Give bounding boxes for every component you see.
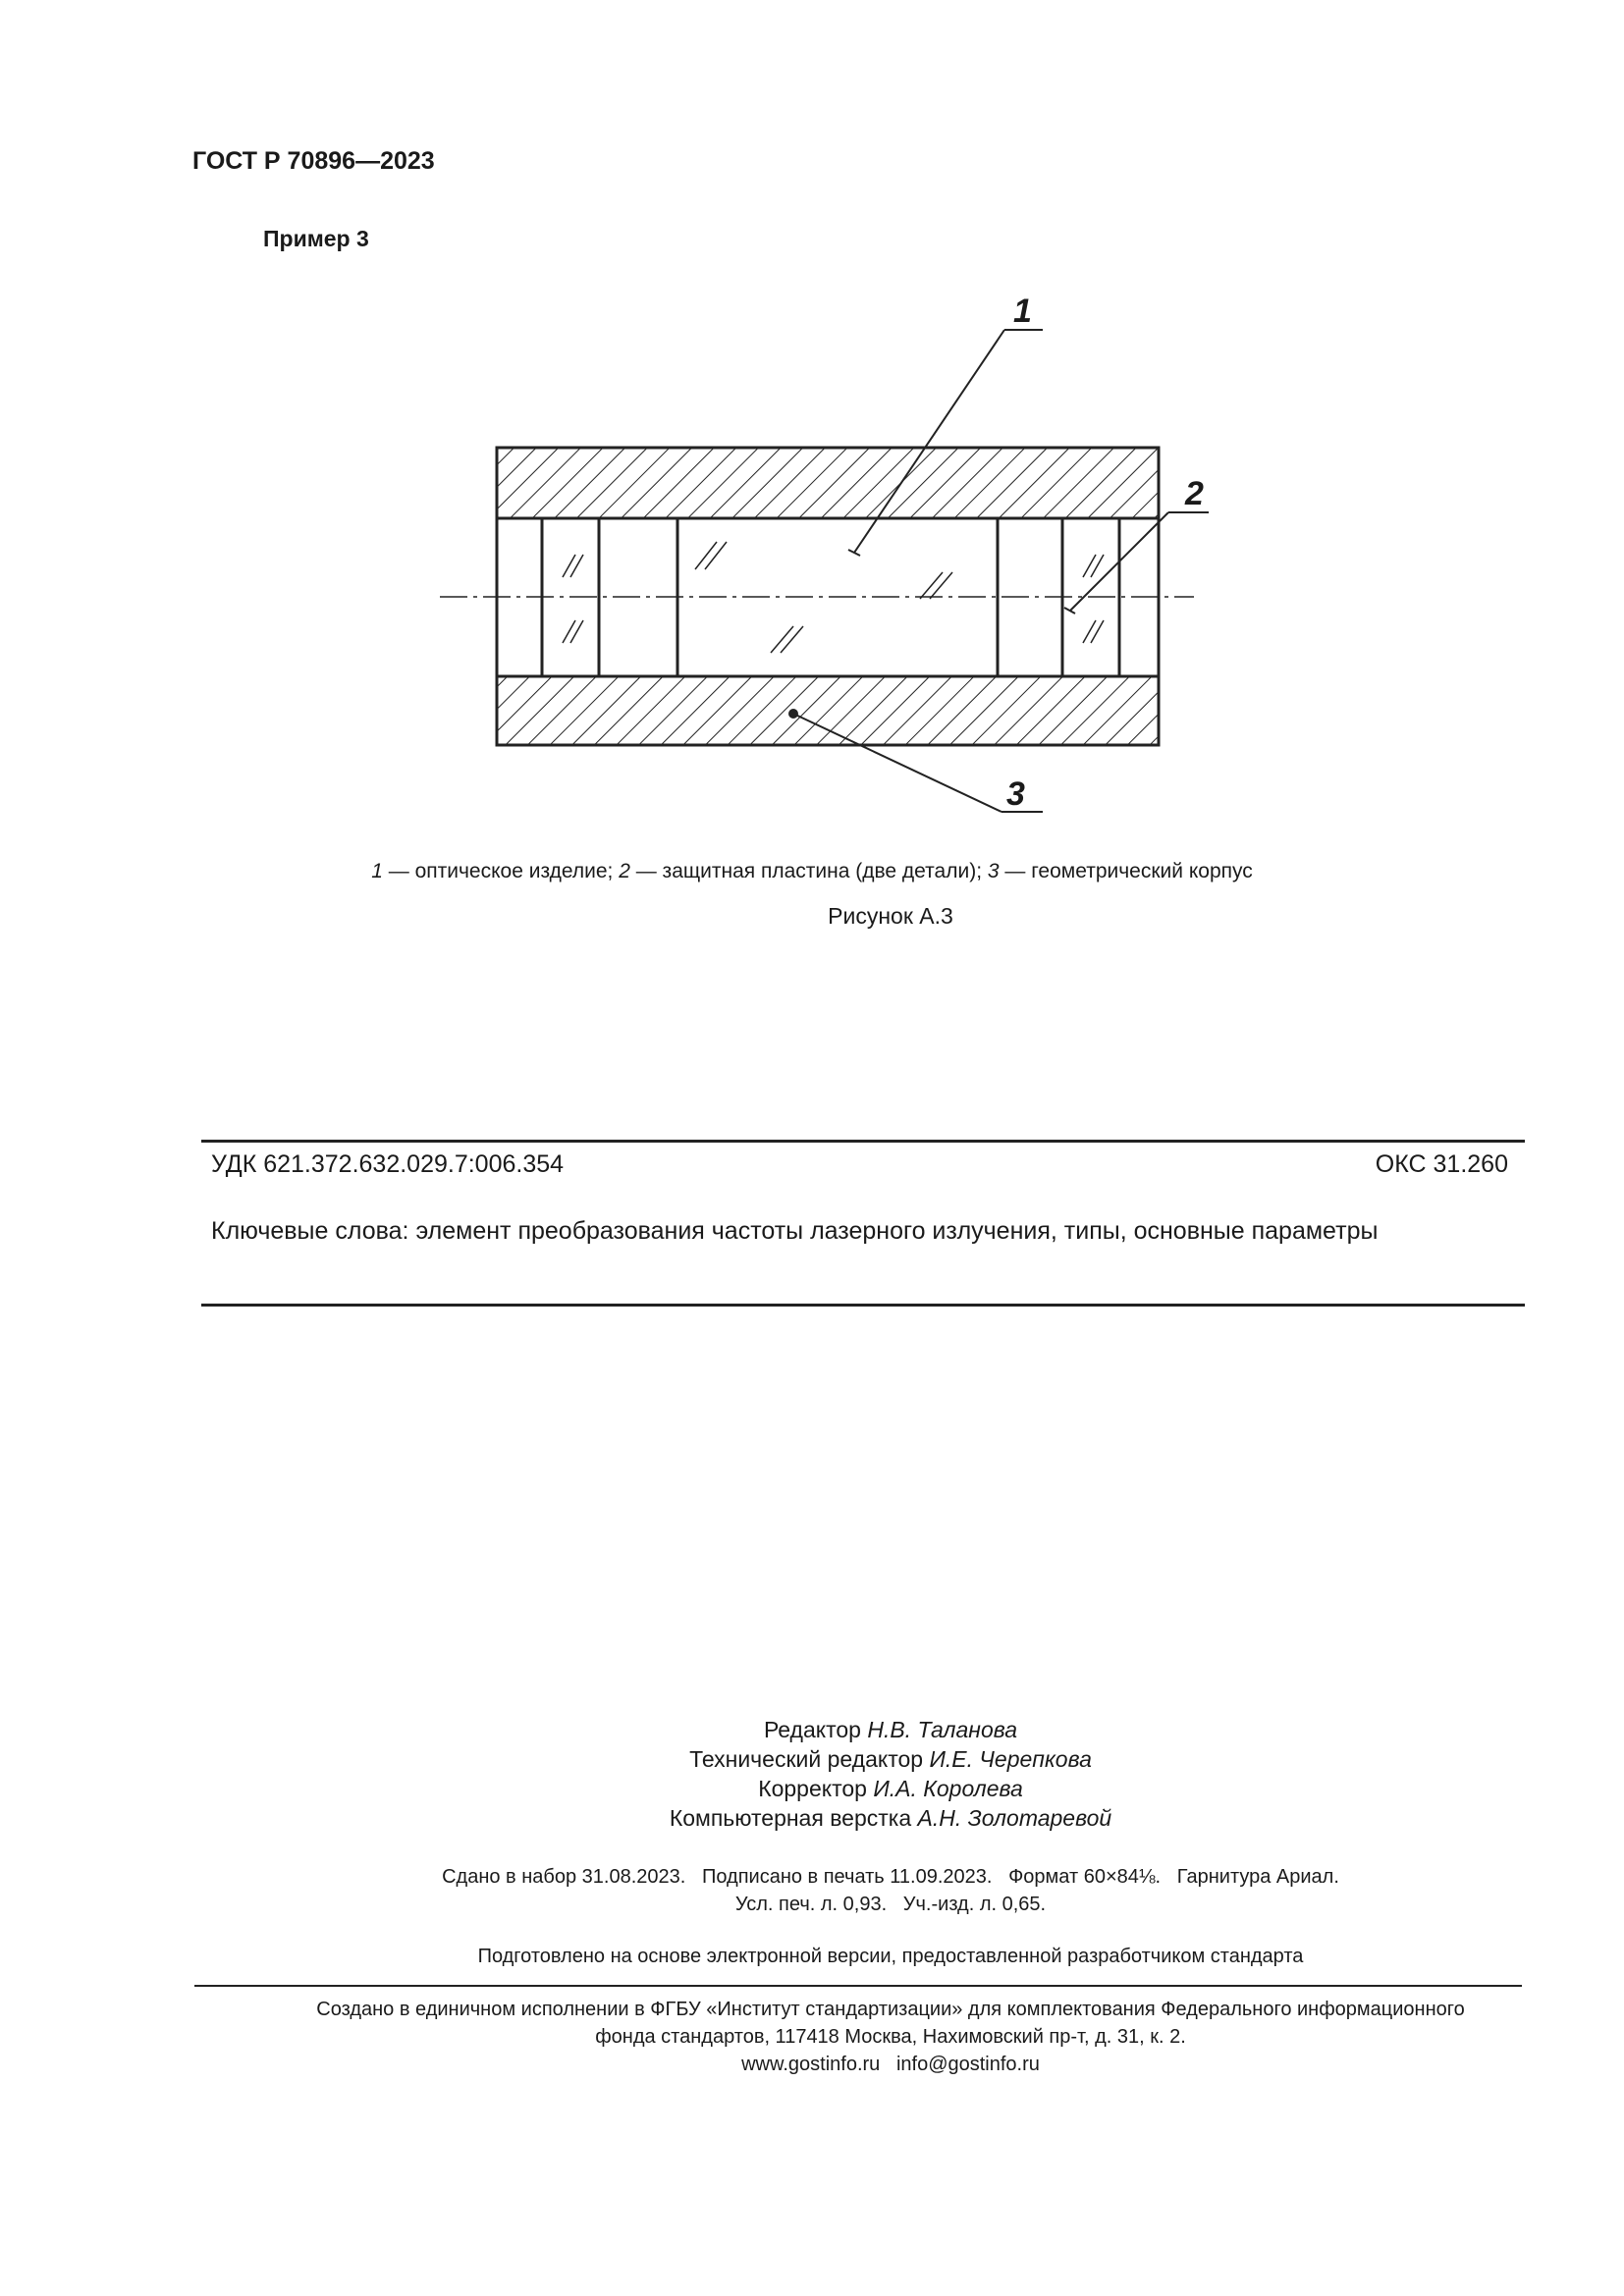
- legend-text-2: — защитная пластина (две детали);: [629, 860, 988, 882]
- footer-rule: [194, 1985, 1522, 1987]
- document-header: ГОСТ Р 70896—2023: [192, 147, 435, 175]
- credit-layout-role: Компьютерная верстка: [669, 1805, 918, 1831]
- callout-3-label: 3: [1006, 775, 1025, 813]
- housing-bottom-hatched: [497, 676, 1159, 745]
- publishing-info: [79, 1863, 1624, 1918]
- callout-2-label: 2: [1185, 475, 1204, 512]
- housing-top-hatched: [497, 448, 1159, 518]
- keywords: Ключевые слова: элемент преобразования частоты лазерного излучения, типы, основные параметры: [211, 1217, 1379, 1245]
- figure-legend: [0, 860, 1624, 883]
- legend-num-2: 2: [619, 860, 630, 882]
- credit-editor-role: Редактор: [763, 1717, 868, 1742]
- legend-text-1: — оптическое изделие;: [382, 860, 620, 882]
- prepared-note: Подготовлено на основе электронной версии, предоставленной разработчиком стандарта: [477, 1946, 1304, 1967]
- example-title: Пример 3: [263, 226, 369, 251]
- footer-line-1: Создано в единичном исполнении в ФГБУ «Институт стандартизации» для комплектования Федерального информационного: [316, 1999, 1465, 2020]
- callout-1-label: 1: [1013, 293, 1032, 330]
- oks-code: ОКС 31.260: [1375, 1150, 1508, 1178]
- legend-num-1: 1: [371, 860, 383, 882]
- footer-block: [79, 1996, 1624, 2078]
- figure-a3-drawing: [432, 285, 1218, 864]
- publishing-line-1: Сдано в набор 31.08.2023. Подписано в печать 11.09.2023. Формат 60×84⅛. Гарнитура Ариал.: [442, 1866, 1339, 1888]
- credit-layout-name: А.Н. Золотаревой: [917, 1805, 1112, 1831]
- legend-text-3: — геометрический корпус: [999, 860, 1253, 882]
- footer-contacts: [79, 2051, 1624, 2078]
- credit-editor-name: Н.В. Таланова: [867, 1717, 1018, 1742]
- udk-code: УДК 621.372.632.029.7:006.354: [211, 1150, 565, 1178]
- footer-email-link[interactable]: info@gostinfo.ru: [895, 2054, 1040, 2075]
- credit-editor: [79, 1715, 1624, 1744]
- credit-corrector-role: Корректор: [758, 1776, 874, 1801]
- credit-tech-editor-role: Технический редактор: [689, 1746, 930, 1772]
- legend-num-3: 3: [987, 860, 1000, 882]
- credits-block: [79, 1715, 1624, 1833]
- credit-corrector-name: И.А. Королева: [873, 1776, 1023, 1801]
- credit-tech-editor-name: И.Е. Черепкова: [929, 1746, 1092, 1772]
- publishing-line-2: Усл. печ. л. 0,93. Уч.-изд. л. 0,65.: [734, 1894, 1047, 1915]
- classification-top-rule: [201, 1140, 1525, 1143]
- footer-site-link[interactable]: www.gostinfo.ru: [741, 2054, 881, 2075]
- figure-caption: Рисунок А.3: [828, 903, 953, 929]
- classification-bottom-rule: [201, 1304, 1525, 1307]
- footer-line-2: фонда стандартов, 117418 Москва, Нахимовский пр-т, д. 31, к. 2.: [595, 2026, 1186, 2048]
- credit-tech-editor: [79, 1744, 1624, 1774]
- credit-layout: [79, 1803, 1624, 1833]
- credit-corrector: [79, 1774, 1624, 1803]
